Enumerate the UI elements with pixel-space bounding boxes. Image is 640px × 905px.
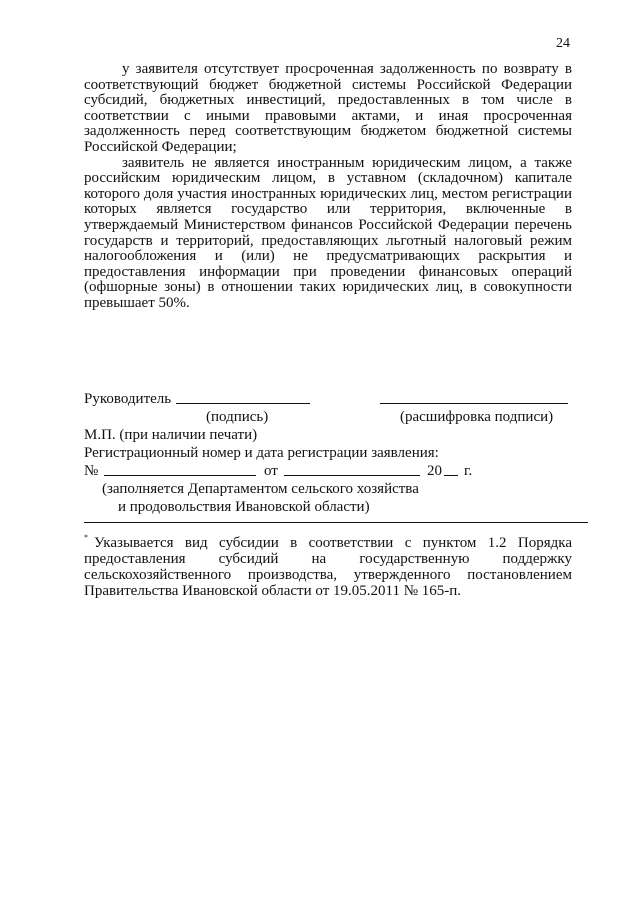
registration-date-line — [284, 462, 420, 476]
registration-fields-row — [84, 462, 584, 480]
paragraph-debt-condition: у заявителя отсутствует просроченная задолженность по возврату в соответствующий бюджет бюджетной системы Российской Федерации субсидий, бюджетных инвестиций, предоставленных в том числе в соответствии с иными правовыми актами, и иная просроченная задолженность перед соответствующим бюджетом бюджетной системы Российской Федерации; — [84, 61, 572, 155]
page-number: 24 — [556, 36, 570, 51]
from-label: от — [264, 463, 278, 479]
signature-caption: (подпись) — [206, 409, 269, 425]
head-label: Руководитель — [84, 391, 172, 407]
decryption-caption: (расшифровка подписи) — [400, 409, 554, 425]
footnote-divider — [84, 522, 588, 523]
head-signature-row — [84, 390, 584, 408]
signature-line — [176, 390, 310, 404]
year-prefix: 20 — [427, 463, 442, 479]
year-line — [444, 462, 458, 476]
signature-decryption-line — [380, 390, 568, 404]
footnote-text: Указывается вид субсидии в соответствии с пунктом 1.2 Порядка предоставления субсидий на государственную поддержку сельскохозяйственного производства, утвержденного постановлением Правительства Ивановской области от 19.05.2011 № 165-п. — [84, 535, 572, 599]
fill-note-line1: (заполняется Департаментом сельского хозяйства — [102, 481, 419, 497]
footnote — [84, 530, 572, 599]
body-text — [84, 62, 572, 312]
stamp-row: М.П. (при наличии печати) — [84, 427, 258, 443]
registration-label-row: Регистрационный номер и дата регистрации заявления: — [84, 445, 439, 461]
fill-note-line2: и продовольствия Ивановской области) — [118, 499, 370, 515]
paragraph-foreign-entity-condition: заявитель не является иностранным юридическим лицом, а также российским юридическим лицом, в уставном (складочном) капитале которого доля участия иностранных юридических лиц, местом регистрации которых является государство или территория, включенные в утверждаемый Министерством финансов Российской Федерации перечень государств и территорий, предоставляющих льготный налоговый режим налогообложения и (или) не предусматривающих раскрытия и предоставления информации при проведении финансовых операций (офшорные зоны) в отношении таких юридических лиц, в совокупности превышает 50%. — [84, 154, 572, 311]
year-suffix: г. — [464, 463, 473, 479]
number-sign: № — [84, 463, 99, 479]
signature-block — [84, 390, 584, 516]
footnote-marker: * — [84, 533, 88, 542]
signature-captions-row — [84, 408, 584, 426]
registration-number-line — [104, 462, 256, 476]
